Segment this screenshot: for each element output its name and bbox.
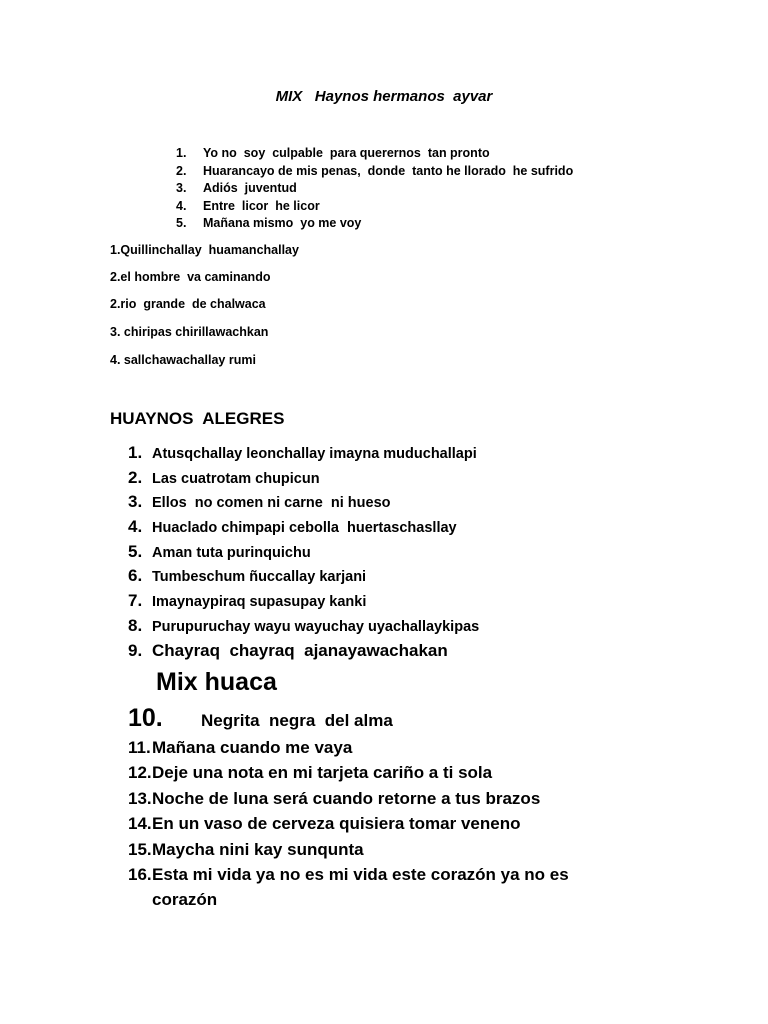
item-number: 1. <box>176 146 187 160</box>
item-text: Noche de luna será cuando retorne a tus brazos <box>152 788 541 808</box>
list-item <box>128 837 622 862</box>
list-item <box>176 216 573 234</box>
item-number: 9. <box>128 640 143 660</box>
item-number: 11. <box>128 738 151 757</box>
plain-line: 1.Quillinchallay huamanchallay <box>110 243 299 257</box>
plain-line: 3. chiripas chirillawachkan <box>110 325 269 339</box>
plain-line: 4. sallchawachallay rumi <box>110 353 256 367</box>
section-heading-alegres: HUAYNOS ALEGRES <box>110 409 285 428</box>
item-number: 15. <box>128 839 152 859</box>
list-item <box>110 542 479 567</box>
item-number: 1. <box>128 443 143 462</box>
song-list-mix-huaca <box>128 735 622 913</box>
item-text: Aman tuta purinquichu <box>152 544 311 561</box>
list-item <box>110 443 479 468</box>
list-item <box>128 760 622 785</box>
list-item <box>176 181 573 199</box>
list-item <box>110 468 479 493</box>
item-text: Negrita negra del alma <box>201 711 393 730</box>
item-text: Tumbeschum ñuccallay karjani <box>152 569 367 586</box>
item-text: Mañana mismo yo me voy <box>203 216 362 230</box>
item-number: 8. <box>128 615 143 635</box>
list-item <box>176 164 573 182</box>
item-number: 13. <box>128 788 152 808</box>
list-item <box>110 591 479 616</box>
item-text: Mañana cuando me vaya <box>152 738 353 757</box>
list-item <box>176 199 573 217</box>
item-number: 14. <box>128 814 152 834</box>
list-item <box>128 786 622 811</box>
document-title: MIX Haynos hermanos ayvar <box>275 88 493 105</box>
item-text: Purupuruchay wayu wayuchay uyachallaykipas <box>152 618 480 635</box>
item-number: 4. <box>176 198 187 213</box>
list-item <box>110 641 479 666</box>
item-text: Imaynaypiraq supasupay kanki <box>152 594 367 611</box>
list-item <box>110 517 479 542</box>
item-text: Huaclado chimpapi cebolla huertaschasllay <box>152 520 457 537</box>
list-item <box>110 566 479 591</box>
item-number: 12. <box>128 763 152 783</box>
item-text: Huarancayo de mis penas, donde tanto he llorado he sufrido <box>203 163 574 178</box>
item-text: Entre licor he licor <box>203 198 320 213</box>
plain-line: 2.el hombre va caminando <box>110 270 271 284</box>
item-text: Yo no soy culpable para querernos tan pronto <box>203 146 490 160</box>
item-text: Maycha nini kay sunqunta <box>152 839 364 859</box>
list-item <box>128 811 622 836</box>
plain-line: 2.rio grande de chalwaca <box>110 297 266 311</box>
item-text: Ellos no comen ni carne ni hueso <box>152 495 391 512</box>
item-number: 10. <box>128 704 163 732</box>
item-text: En un vaso de cerveza quisiera tomar veneno <box>152 814 521 834</box>
list-item <box>110 492 479 517</box>
item-number: 7. <box>128 591 143 611</box>
list-item <box>128 735 622 760</box>
item-text: Chayraq chayraq ajanayawachakan <box>152 640 448 660</box>
item-number: 3. <box>176 181 187 195</box>
item-text: Deje una nota en mi tarjeta cariño a ti sola <box>152 763 493 783</box>
list-item <box>128 704 393 733</box>
list-item <box>110 616 479 641</box>
list-item <box>176 146 573 164</box>
section-heading-mix-huaca: Mix huaca <box>156 668 277 696</box>
item-number: 5. <box>128 541 143 561</box>
song-list-1 <box>176 146 573 234</box>
item-number: 4. <box>128 517 143 537</box>
item-number: 5. <box>176 216 187 230</box>
item-number: 2. <box>128 467 143 487</box>
item-text: Las cuatrotam chupicun <box>152 470 320 487</box>
item-number: 2. <box>176 163 187 178</box>
song-list-alegres <box>110 443 479 665</box>
item-text: Atusqchallay leonchallay imayna muduchallapi <box>152 446 477 462</box>
item-text: Esta mi vida ya no es mi vida este corazón ya no es corazón <box>152 865 569 910</box>
item-number: 16. <box>128 865 152 885</box>
item-number: 3. <box>128 492 143 512</box>
item-text: Adiós juventud <box>203 181 297 195</box>
item-number: 6. <box>128 566 143 586</box>
list-item <box>128 862 622 913</box>
